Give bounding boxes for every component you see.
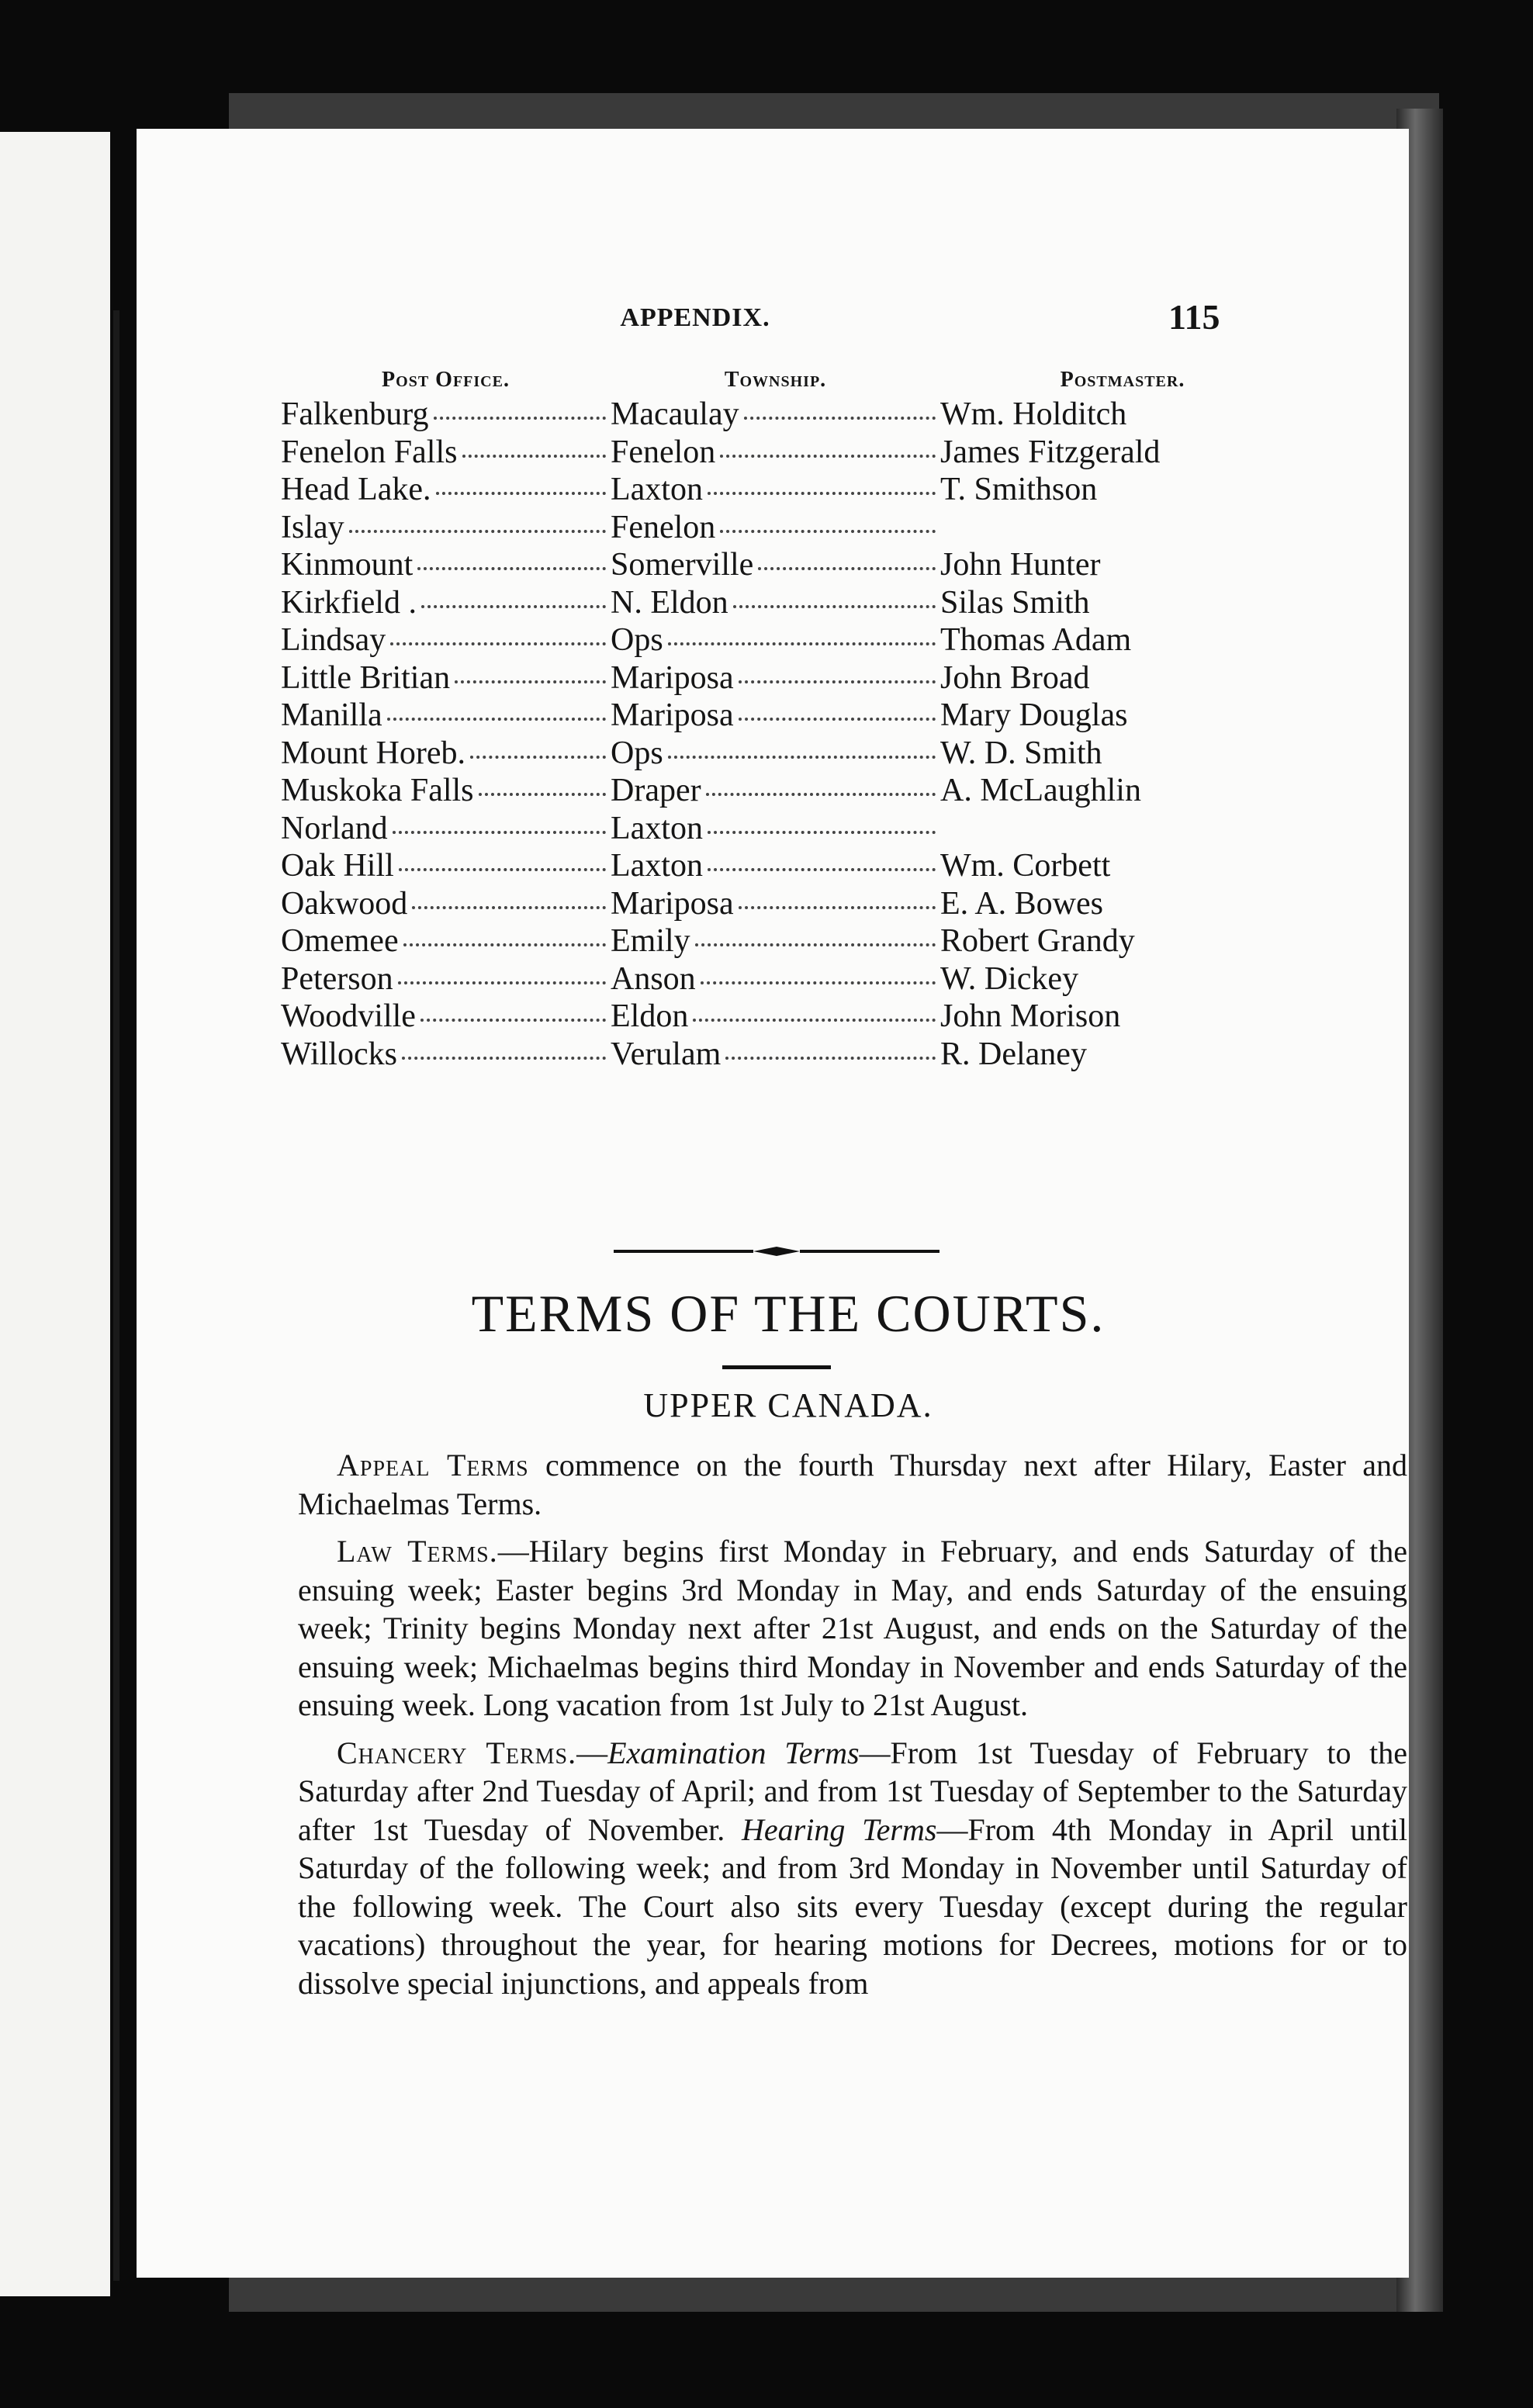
post-office-cell-text: Lindsay xyxy=(281,622,386,659)
dot-leader xyxy=(412,906,606,909)
dot-leader xyxy=(479,793,606,796)
table-row xyxy=(281,621,1305,659)
township-cell-text: Macaulay xyxy=(611,396,739,433)
township-cell xyxy=(611,1036,940,1074)
post-office-cell-text: Manilla xyxy=(281,697,382,734)
dot-leader xyxy=(725,1057,936,1060)
postmaster-cell xyxy=(940,621,1305,659)
dot-leader xyxy=(399,868,606,871)
paragraph-appeal-terms xyxy=(298,1446,1407,1523)
postmaster-cell-text: John Hunter xyxy=(940,547,1101,583)
township-cell xyxy=(611,735,940,773)
paragraph-lead: Law Terms. xyxy=(337,1534,498,1569)
township-cell xyxy=(611,922,940,960)
township-cell xyxy=(611,471,940,509)
dot-leader xyxy=(668,756,936,759)
post-office-cell xyxy=(281,922,611,960)
table-row xyxy=(281,885,1305,923)
post-office-cell xyxy=(281,998,611,1036)
postmaster-cell xyxy=(940,509,1305,547)
post-office-cell-text: Muskoka Falls xyxy=(281,773,474,809)
post-office-cell-text: Falkenburg xyxy=(281,396,429,433)
township-cell-text: Verulam xyxy=(611,1036,722,1072)
paragraph-text: —Hilary begins first Monday in February, and ends Saturday of the ensuing week; Easter begins 3rd Monday in May, and ends Saturday of the ensuing week; Trinity begins Monday next after 21st August, and ends on the Saturday of the ensuing week; Michaelmas begins third Monday in November and ends Saturday of the ensuing week. Long vacation from 1st July to 21st August. xyxy=(298,1534,1407,1722)
dot-leader xyxy=(403,943,606,946)
post-office-cell xyxy=(281,847,611,885)
dot-leader xyxy=(695,943,936,946)
township-cell-text: Somerville xyxy=(611,547,754,583)
table-row xyxy=(281,810,1305,848)
table-row xyxy=(281,922,1305,960)
township-cell xyxy=(611,885,940,923)
post-office-cell-text: Oakwood xyxy=(281,885,408,922)
section-title: TERMS OF THE COURTS. xyxy=(471,1284,1106,1343)
postmaster-cell-text: Mary Douglas xyxy=(940,697,1128,734)
facing-page-rule xyxy=(113,310,119,2281)
township-cell-text: Anson xyxy=(611,960,696,997)
table-row xyxy=(281,584,1305,622)
dot-leader xyxy=(708,868,936,871)
dot-leader xyxy=(701,981,936,984)
postmaster-cell xyxy=(940,810,1305,848)
dot-leader xyxy=(434,417,606,420)
township-cell-text: Mariposa xyxy=(611,697,734,734)
township-cell xyxy=(611,772,940,810)
column-header-postmaster: Postmaster. xyxy=(1060,368,1185,392)
post-office-cell-text: Oak Hill xyxy=(281,848,394,884)
dot-leader xyxy=(668,642,936,645)
township-cell-text: Mariposa xyxy=(611,659,734,696)
postmaster-cell xyxy=(940,434,1305,472)
township-cell xyxy=(611,621,940,659)
dot-leader xyxy=(739,680,936,683)
post-office-cell xyxy=(281,434,611,472)
post-office-cell-text: Fenelon Falls xyxy=(281,434,458,470)
postmaster-cell-text: Wm. Holditch xyxy=(940,396,1127,433)
township-cell-text: Mariposa xyxy=(611,885,734,922)
township-cell-text: Emily xyxy=(611,923,690,960)
township-cell xyxy=(611,584,940,622)
dot-leader xyxy=(720,455,936,458)
page-number: 115 xyxy=(1168,297,1220,337)
dot-leader xyxy=(739,718,936,721)
dot-leader xyxy=(462,455,607,458)
postmaster-cell xyxy=(940,471,1305,509)
table-row xyxy=(281,434,1305,472)
post-office-cell xyxy=(281,960,611,998)
township-cell-text: Ops xyxy=(611,622,663,659)
paragraph-lead: Appeal Terms xyxy=(337,1448,529,1483)
dot-leader xyxy=(390,642,606,645)
township-cell-text: Ops xyxy=(611,735,663,771)
township-cell xyxy=(611,960,940,998)
dot-leader xyxy=(387,718,606,721)
table-row xyxy=(281,697,1305,735)
post-office-cell xyxy=(281,772,611,810)
postmaster-cell-text: E. A. Bowes xyxy=(940,885,1103,922)
dot-leader xyxy=(733,605,936,608)
post-office-cell xyxy=(281,584,611,622)
post-office-cell xyxy=(281,1036,611,1074)
table-row xyxy=(281,509,1305,547)
township-cell xyxy=(611,810,940,848)
township-cell xyxy=(611,434,940,472)
postmaster-cell-text: Robert Grandy xyxy=(940,923,1135,960)
book-page xyxy=(137,129,1409,2278)
township-cell-text: Laxton xyxy=(611,848,703,884)
township-cell-text: Eldon xyxy=(611,998,689,1035)
postmaster-cell-text: A. McLaughlin xyxy=(940,773,1141,809)
postmaster-cell-text: W. D. Smith xyxy=(940,735,1102,771)
dot-leader xyxy=(436,492,606,495)
post-office-cell-text: Kirkfield . xyxy=(281,584,417,621)
township-cell-text: Laxton xyxy=(611,472,703,508)
table-row xyxy=(281,396,1305,434)
postmaster-cell xyxy=(940,922,1305,960)
township-cell-text: Fenelon xyxy=(611,509,716,545)
subsection-title: UPPER CANADA. xyxy=(643,1386,933,1424)
post-office-cell xyxy=(281,735,611,773)
dot-leader xyxy=(708,492,936,495)
paragraph-italic: Hearing Terms xyxy=(742,1811,937,1847)
postmaster-cell xyxy=(940,584,1305,622)
post-office-cell-text: Islay xyxy=(281,509,344,545)
postmaster-cell xyxy=(940,885,1305,923)
dot-leader xyxy=(455,680,606,683)
postmaster-cell-text: John Broad xyxy=(940,659,1090,696)
table-row xyxy=(281,546,1305,584)
township-cell xyxy=(611,659,940,697)
post-office-cell-text: Willocks xyxy=(281,1036,397,1072)
dot-leader xyxy=(398,981,606,984)
paragraph-text: commence on the fourth Thursday next after Hilary, Easter and Michaelmas Terms. xyxy=(298,1448,1407,1521)
postmaster-cell-text: John Morison xyxy=(940,998,1121,1035)
dot-leader xyxy=(421,605,606,608)
township-cell xyxy=(611,847,940,885)
table-row xyxy=(281,998,1305,1036)
township-cell-text: N. Eldon xyxy=(611,584,728,621)
table-header-row xyxy=(281,368,1305,396)
table-row xyxy=(281,735,1305,773)
post-office-cell-text: Head Lake. xyxy=(281,472,431,508)
facing-page xyxy=(0,132,110,2296)
post-office-cell xyxy=(281,810,611,848)
table-row xyxy=(281,772,1305,810)
postmaster-cell xyxy=(940,998,1305,1036)
postmaster-cell-text: W. Dickey xyxy=(940,960,1079,997)
table-row xyxy=(281,960,1305,998)
post-office-cell-text: Norland xyxy=(281,810,388,846)
dot-leader xyxy=(744,417,936,420)
dot-leader xyxy=(470,756,606,759)
post-office-table xyxy=(281,368,1305,1073)
dot-leader xyxy=(402,1057,606,1060)
township-cell xyxy=(611,396,940,434)
post-office-cell xyxy=(281,396,611,434)
township-cell-text: Draper xyxy=(611,773,701,809)
dot-leader xyxy=(720,530,936,533)
dot-leader xyxy=(693,1019,936,1022)
post-office-cell-text: Woodville xyxy=(281,998,416,1035)
paragraph-lead: Chancery Terms. xyxy=(337,1735,577,1770)
dot-leader xyxy=(708,831,936,834)
postmaster-cell-text: Wm. Corbett xyxy=(940,848,1111,884)
paragraph-law-terms xyxy=(298,1532,1407,1725)
post-office-cell xyxy=(281,546,611,584)
post-office-cell-text: Peterson xyxy=(281,960,393,997)
body-text xyxy=(298,1446,1407,2012)
postmaster-cell xyxy=(940,1036,1305,1074)
postmaster-cell xyxy=(940,735,1305,773)
table-row xyxy=(281,659,1305,697)
post-office-cell-text: Kinmount xyxy=(281,547,414,583)
dot-leader xyxy=(706,793,936,796)
postmaster-cell xyxy=(940,396,1305,434)
township-cell-text: Fenelon xyxy=(611,434,716,470)
postmaster-cell xyxy=(940,847,1305,885)
post-office-cell xyxy=(281,509,611,547)
dot-leader xyxy=(393,831,606,834)
paragraph-italic: Examination Terms xyxy=(607,1735,860,1770)
postmaster-cell xyxy=(940,772,1305,810)
postmaster-cell xyxy=(940,546,1305,584)
dot-leader xyxy=(417,567,606,570)
postmaster-cell-text: T. Smithson xyxy=(940,472,1098,508)
paragraph-chancery-terms xyxy=(298,1734,1407,2003)
table-body xyxy=(281,396,1305,1073)
dot-leader xyxy=(758,567,936,570)
post-office-cell-text: Mount Horeb. xyxy=(281,735,465,771)
table-row xyxy=(281,1036,1305,1074)
post-office-cell xyxy=(281,885,611,923)
postmaster-cell xyxy=(940,659,1305,697)
postmaster-cell-text: Thomas Adam xyxy=(940,622,1132,659)
post-office-cell-text: Little Britian xyxy=(281,659,451,696)
postmaster-cell xyxy=(940,960,1305,998)
postmaster-cell-text: R. Delaney xyxy=(940,1036,1087,1072)
postmaster-cell xyxy=(940,697,1305,735)
running-head: APPENDIX. xyxy=(620,303,770,332)
township-cell xyxy=(611,546,940,584)
postmaster-cell-text: Silas Smith xyxy=(940,584,1090,621)
post-office-cell xyxy=(281,621,611,659)
dot-leader xyxy=(349,530,606,533)
township-cell-text: Laxton xyxy=(611,810,703,846)
post-office-cell xyxy=(281,697,611,735)
township-cell xyxy=(611,998,940,1036)
paragraph-dash: — xyxy=(576,1735,608,1770)
post-office-cell-text: Omemee xyxy=(281,923,399,960)
table-row xyxy=(281,471,1305,509)
postmaster-cell-text: James Fitzgerald xyxy=(940,434,1161,470)
column-header-post-office: Post Office. xyxy=(382,368,510,392)
dot-leader xyxy=(739,906,936,909)
dot-leader xyxy=(420,1019,606,1022)
paragraph-text: —From 4th Monday in April until Saturday of the following week; and from 3rd Monday in November until Saturday of the following week. The Court also sits every Tuesday (except during the regular vacations) throughout the year, for hearing motions for Decrees, motions for or to dissolve special injunctions, and appeals from xyxy=(298,1811,1408,2001)
short-rule xyxy=(722,1365,831,1369)
column-header-township: Township. xyxy=(724,368,827,392)
post-office-cell xyxy=(281,659,611,697)
post-office-cell xyxy=(281,471,611,509)
table-row xyxy=(281,847,1305,885)
township-cell xyxy=(611,509,940,547)
township-cell xyxy=(611,697,940,735)
paragraph-text: —From 1st Tuesday of February to the Saturday after 2nd Tuesday of April; and from 1st Tuesday of September to the Saturday after 1st Tuesday of November. xyxy=(298,1735,1407,1847)
divider-ornament xyxy=(614,1244,940,1259)
